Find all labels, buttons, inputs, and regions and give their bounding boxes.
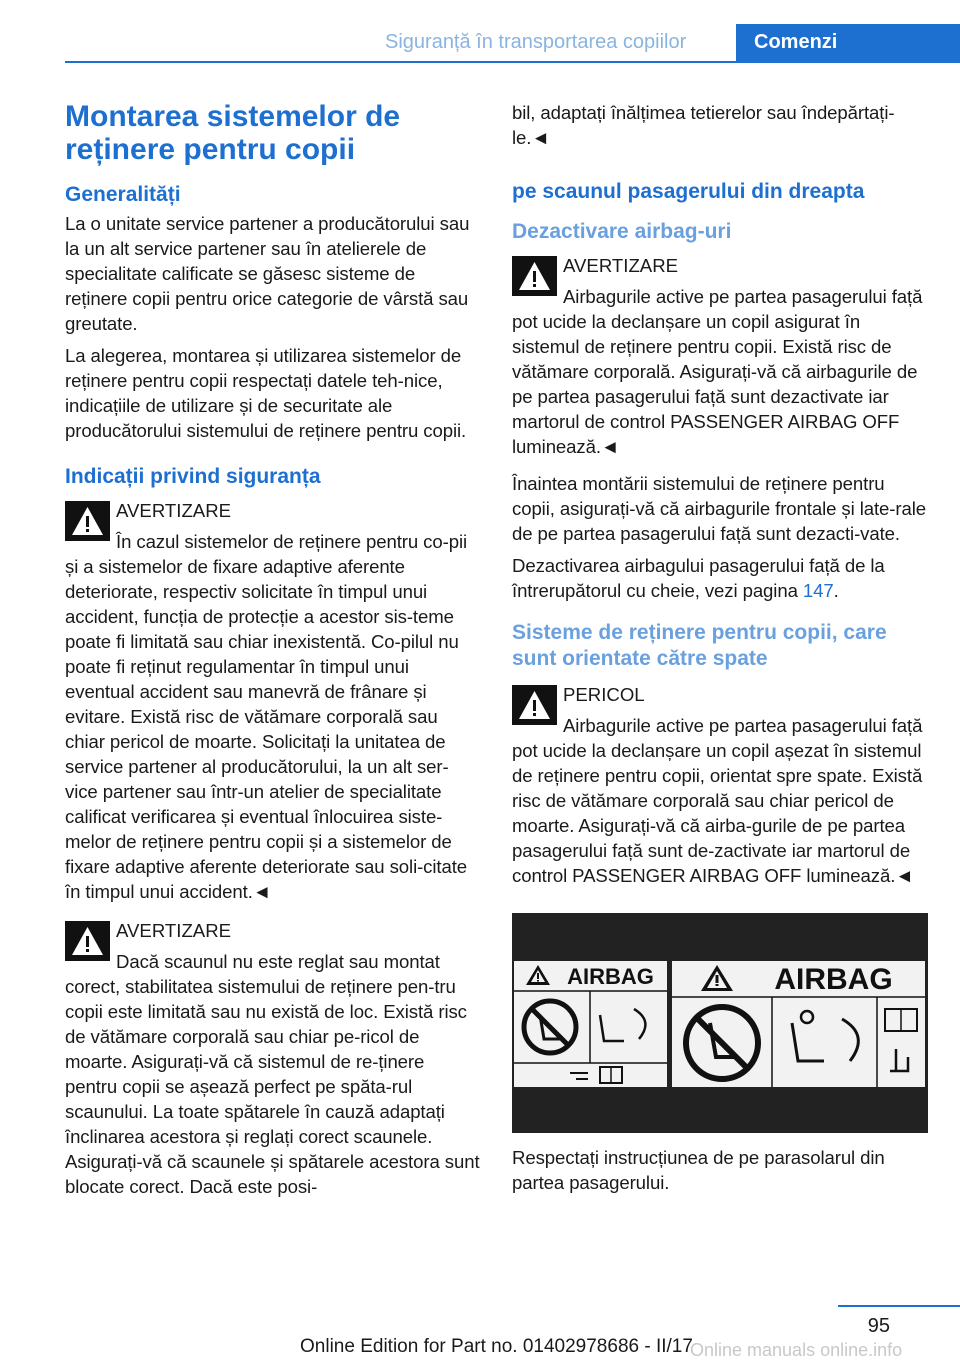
page-title: Montarea sistemelor de reținere pentru copii xyxy=(65,100,401,166)
warning-text: Dacă scaunul nu este reglat sau montat corect, stabilitatea sistemului de reținere pen‐tru copii este limitată sau nu există de loc. Există risc de vătămare corporală sau chiar pe‐ricol de moarte. Asigurați-vă că sistemul de re‐ținere pentru copii se așează perfect pe spăta‐rul scaunului. La toate spătarele în cauză adaptați înclinarea acestora și reglați corect scaunele. Asigurați-vă că scaunele și spătarele acestora sunt blocate corect. Dacă este posi‐ xyxy=(65,951,480,1197)
section-title: Siguranță în transportarea copiilor xyxy=(385,31,687,53)
paragraph-key-switch: Dezactivarea airbagului pasagerului față de la întrerupătorul cu cheie, vezi pagina 147. xyxy=(512,555,885,601)
paragraph-before-install: Înaintea montării sistemului de reținere pentru copii, asigurați-vă că airbagurile frontale și late‐rale de pe partea pasagerului față sunt dezacti‐vate. xyxy=(512,473,926,544)
warning-title: AVERTIZARE xyxy=(116,500,232,521)
paragraph-general-1: La o unitate service partener a producătorului sau la un alt service partener sau în atelierele de specialitate calificate se găsesc sisteme de reținere copii pentru orice categorie de vârstă sau greutate. xyxy=(65,213,470,334)
header-rule xyxy=(65,61,960,63)
heading-rear-facing: Sisteme de reținere pentru copii, care sunt orientate către spate xyxy=(512,621,887,670)
heading-airbag-deactivation: Dezactivare airbag-uri xyxy=(512,220,732,243)
airbag-deploy-icon xyxy=(600,1009,645,1041)
pointing-hand-icon xyxy=(890,1049,908,1071)
watermark: Online manuals online.info xyxy=(690,1340,903,1360)
warning-text: În cazul sistemelor de reținere pentru co‐pii și a sistemelor de fixare adaptive aferente deteriorate, respectiv solicitate în timpul unui accident, funcția de protecție a acestor sis‐teme poate fi limitată sau chiar inexistentă. Co‐pilul nu poate fi reținut regulamentar în timpul unui eventual accident sau manevră de frânare și evitare. Există risc de vătămare corporală sau chiar pericol de moarte. Solicitați la unitatea de service partener al producătorului, la un alt ser‐vice partener sau într-un atelier de specialitate calificat verificarea și eventual înlocuirea siste‐melor de reținere pentru copii și a sistemelor de fixare adaptive aferente deteriorate sau soli‐citate în timpul unui accident.◄ xyxy=(65,531,468,902)
footer-rule xyxy=(838,1305,960,1307)
heading-passenger-seat: pe scaunul pasagerului din dreapta xyxy=(512,180,865,203)
warning-block-3 xyxy=(512,253,928,459)
paragraph-general-2: La alegerea, montarea și utilizarea sistemelor de reținere pentru copii respectați datele teh‐nice, indicațiile de utilizare și de securitate ale producătorului sistemului de reținere pentru copii. xyxy=(65,345,467,441)
manual-book-icon xyxy=(600,1067,622,1083)
airbag-label-small xyxy=(514,961,667,1087)
heading-safety: Indicații privind siguranța xyxy=(65,465,321,488)
page-link[interactable]: 147 xyxy=(802,580,834,601)
airbag-label-large xyxy=(672,961,925,1087)
warning-triangle-icon xyxy=(65,921,110,961)
no-child-seat-icon xyxy=(524,1001,576,1053)
danger-text: Airbagurile active pe partea pasagerului față pot ucide la declanșare un copil așezat în sistemul de reținere pentru copii, orientat spre spate. Există risc de vătămare corporală sau chiar pericol de moarte. Asigurați-vă că airba‐gurile de pe partea pasagerului față sunt de‐zactivate iar martorul de control PASSENGER AIRBAG OFF luminează.◄ xyxy=(512,715,923,886)
warning-triangle-icon xyxy=(512,256,557,296)
warning-title: AVERTIZARE xyxy=(563,255,679,276)
pointing-hand-icon xyxy=(570,1073,588,1079)
heading-general: Generalități xyxy=(65,183,181,206)
image-caption: Respectați instrucțiunea de pe parasolarul din partea pasagerului. xyxy=(512,1147,885,1193)
airbag-deploy-icon xyxy=(792,1011,858,1061)
left-column xyxy=(65,100,480,1205)
warning-title: AVERTIZARE xyxy=(116,920,232,941)
paragraph-continued: bil, adaptați înălțimea tetierelor sau îndepărtați-le.◄ xyxy=(512,102,895,148)
danger-title: PERICOL xyxy=(563,684,645,705)
page-number: 95 xyxy=(867,1315,890,1337)
danger-block xyxy=(512,682,928,888)
no-child-seat-icon xyxy=(686,1007,758,1079)
warning-block-1 xyxy=(65,498,480,904)
edition-note: Online Edition for Part no. 01402978686 - II/17 xyxy=(300,1336,693,1357)
warning-triangle-icon xyxy=(512,685,557,725)
right-column xyxy=(512,100,928,1202)
airbag-label-image xyxy=(512,913,928,1133)
warning-text: Airbagurile active pe partea pasagerului față pot ucide la declanșare un copil asigurat în sistemul de reținere pentru copii. Există risc de vătămare corporală. Asigurați-vă că airbagurile de pe partea pasagerului față sunt dezactivate iar martorul de control PASSENGER AIRBAG OFF luminează.◄ xyxy=(512,286,923,457)
manual-book-icon xyxy=(885,1009,917,1031)
airbag-label-large-text: AIRBAG xyxy=(774,963,893,996)
chapter-tab: Comenzi xyxy=(736,24,960,61)
warning-block-2 xyxy=(65,918,480,1199)
airbag-label-small-text: AIRBAG xyxy=(567,964,654,989)
warning-triangle-icon xyxy=(65,501,110,541)
